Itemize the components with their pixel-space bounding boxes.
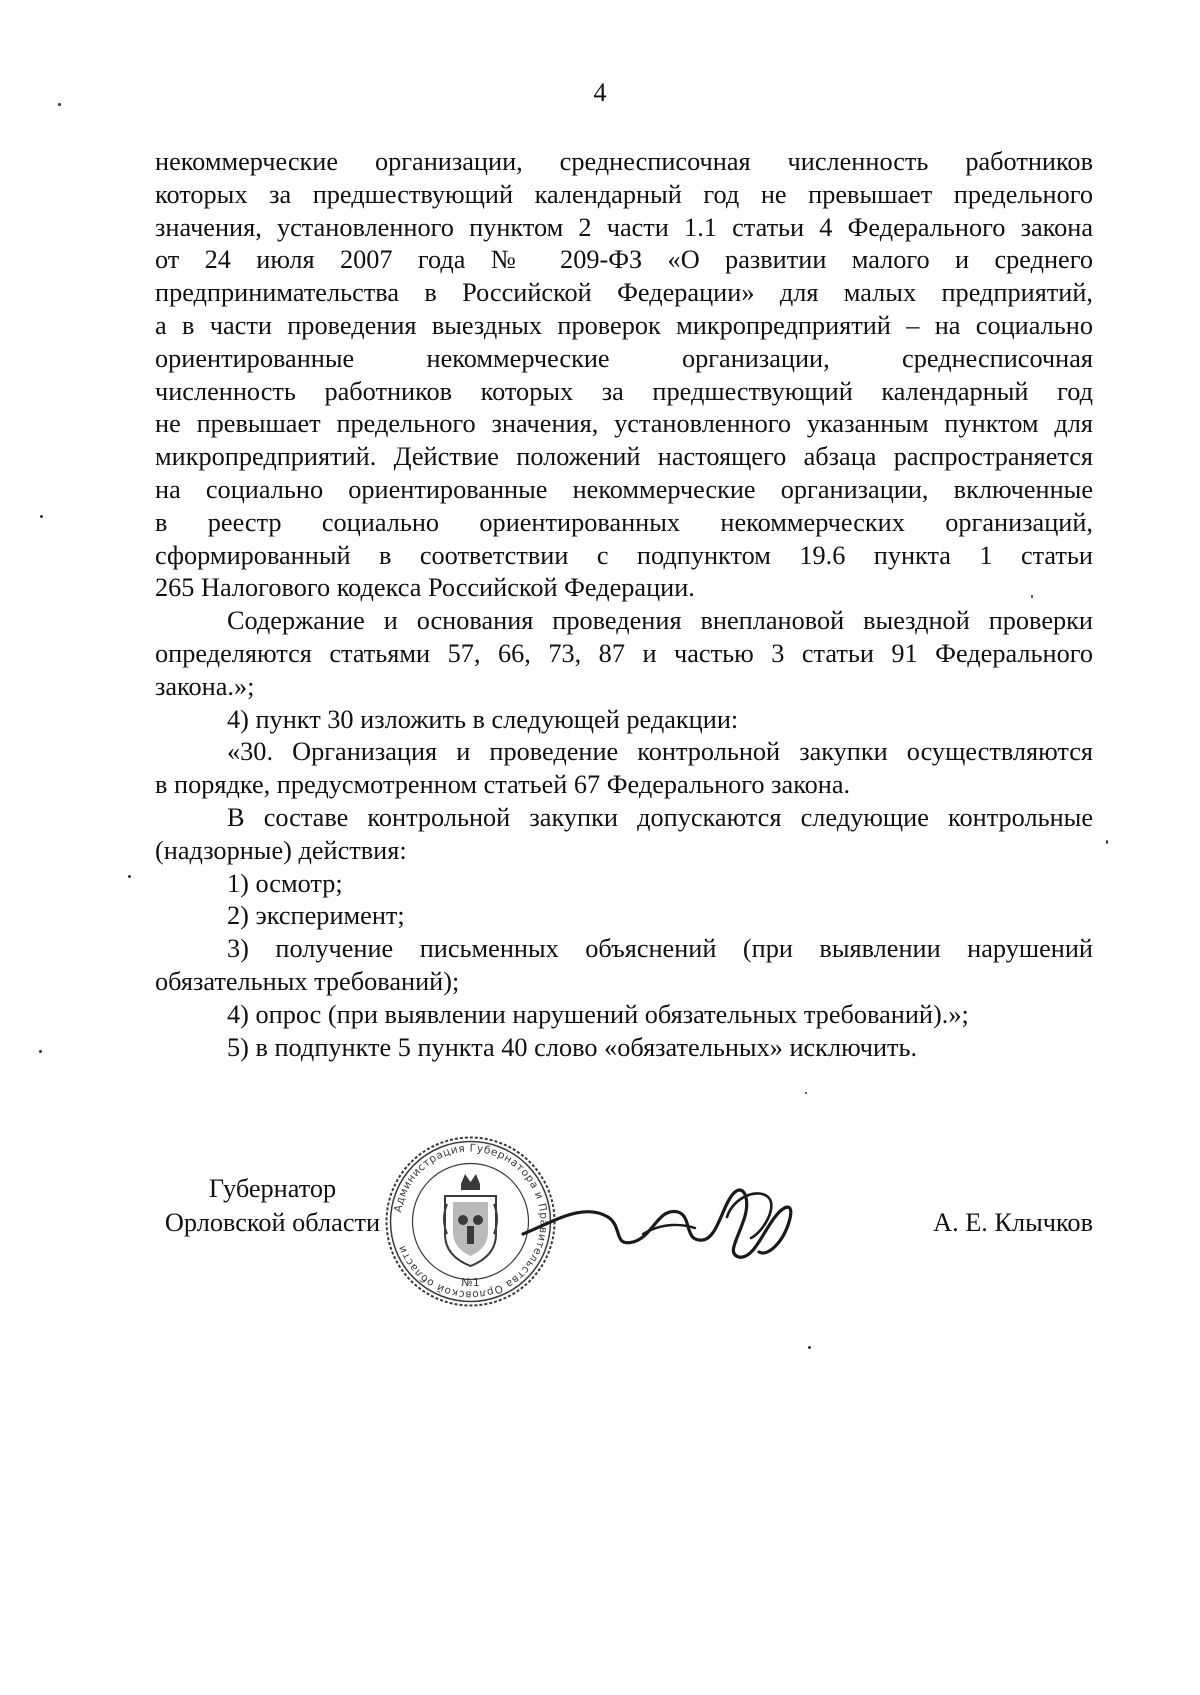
- text-line: сформированный в соответствии с подпунктом 19.6 пункта 1 статьи: [155, 540, 1093, 570]
- text-line: Содержание и основания проведения внеплановой выездной проверки: [227, 606, 1093, 636]
- text-line: микропредприятий. Действие положений настоящего абзаца распространяется: [155, 442, 1093, 472]
- text-line: ориентированные некоммерческие организации, среднесписочная: [155, 343, 1093, 373]
- text-line: В составе контрольной закупки допускаются следующие контрольные: [227, 802, 1093, 832]
- text-line: 4) пункт 30 изложить в следующей редакции:: [227, 704, 739, 734]
- coat-of-arms-icon: [444, 1174, 497, 1266]
- text-line: численность работников которых за предшествующий календарный год: [155, 376, 1093, 406]
- text-line: от 24 июля 2007 года № 209-ФЗ «О развитии малого и среднего: [155, 245, 1093, 275]
- text-line: (надзорные) действия:: [155, 835, 407, 865]
- signature-block: [155, 1142, 1093, 1322]
- scan-artifact: [40, 515, 43, 518]
- text-line: на социально ориентированные некоммерческие организации, включенные: [155, 474, 1093, 504]
- text-line: 265 Налогового кодекса Российской Федерации.: [155, 573, 695, 603]
- paragraph-5: [155, 802, 1093, 868]
- signatory-title-line-2: Орловской области: [164, 1208, 381, 1237]
- scan-artifact: [1031, 595, 1033, 598]
- list-item-1: [155, 868, 1093, 901]
- signatory-title-line-1: Губернатор: [208, 1174, 337, 1203]
- scan-artifact: [808, 1346, 811, 1349]
- scan-artifact: [805, 1092, 807, 1094]
- paragraph-2: [155, 605, 1093, 703]
- text-line: 2) эксперимент;: [227, 901, 405, 931]
- text-line: в порядке, предусмотренном статьей 67 Федерального закона.: [155, 770, 851, 800]
- text-line: предпринимательства в Российской Федерации» для малых предприятий,: [155, 278, 1093, 308]
- text-line: в реестр социально ориентированных некоммерческих организаций,: [155, 507, 1093, 537]
- amendment-item-5: [155, 1032, 1093, 1065]
- list-item-3: [155, 933, 1093, 999]
- text-line: «30. Организация и проведение контрольной закупки осуществляются: [227, 737, 1093, 767]
- text-line: не превышает предельного значения, установленного указанным пунктом для: [155, 409, 1093, 439]
- scan-artifact: [58, 103, 61, 106]
- scan-artifact: [128, 875, 131, 878]
- svg-text:№1: №1: [461, 1276, 480, 1289]
- text-line: значения, установленного пунктом 2 части 1.1 статьи 4 Федерального закона: [155, 212, 1093, 242]
- scan-artifact: [39, 1050, 42, 1053]
- text-line: обязательных требований);: [155, 966, 460, 996]
- handwritten-signature: [513, 1162, 813, 1272]
- text-line: определяются статьями 57, 66, 73, 87 и частью 3 статьи 91 Федерального: [155, 638, 1093, 668]
- page-number: 4: [593, 78, 607, 107]
- text-line: 5) в подпункте 5 пункта 40 слово «обязательных» исключить.: [227, 1032, 918, 1062]
- document-body: [155, 146, 1093, 1064]
- scan-artifact: [1106, 840, 1108, 844]
- text-line: некоммерческие организации, среднесписочная численность работников: [155, 147, 1093, 176]
- signatory-title: [155, 1172, 390, 1240]
- svg-text:Администрация Губернатора и Пр: Администрация Губернатора и Правительства Орловской области: [392, 1142, 550, 1301]
- paragraph-1: [155, 146, 1093, 605]
- text-line: 3) получение письменных объяснений (при выявлении нарушений: [227, 934, 1093, 964]
- list-item-2: [155, 900, 1093, 933]
- paragraph-3: [155, 704, 1093, 737]
- signatory-name: А. Е. Клычков: [933, 1208, 1093, 1237]
- list-item-4: [155, 999, 1093, 1032]
- paragraph-4: [155, 736, 1093, 802]
- text-line: а в части проведения выездных проверок микропредприятий – на социально: [155, 310, 1093, 340]
- text-line: закона.»;: [155, 671, 255, 701]
- text-line: 1) осмотр;: [227, 868, 343, 898]
- text-line: 4) опрос (при выявлении нарушений обязательных требований).»;: [227, 999, 969, 1029]
- text-line: которых за предшествующий календарный год не превышает предельного: [155, 179, 1093, 209]
